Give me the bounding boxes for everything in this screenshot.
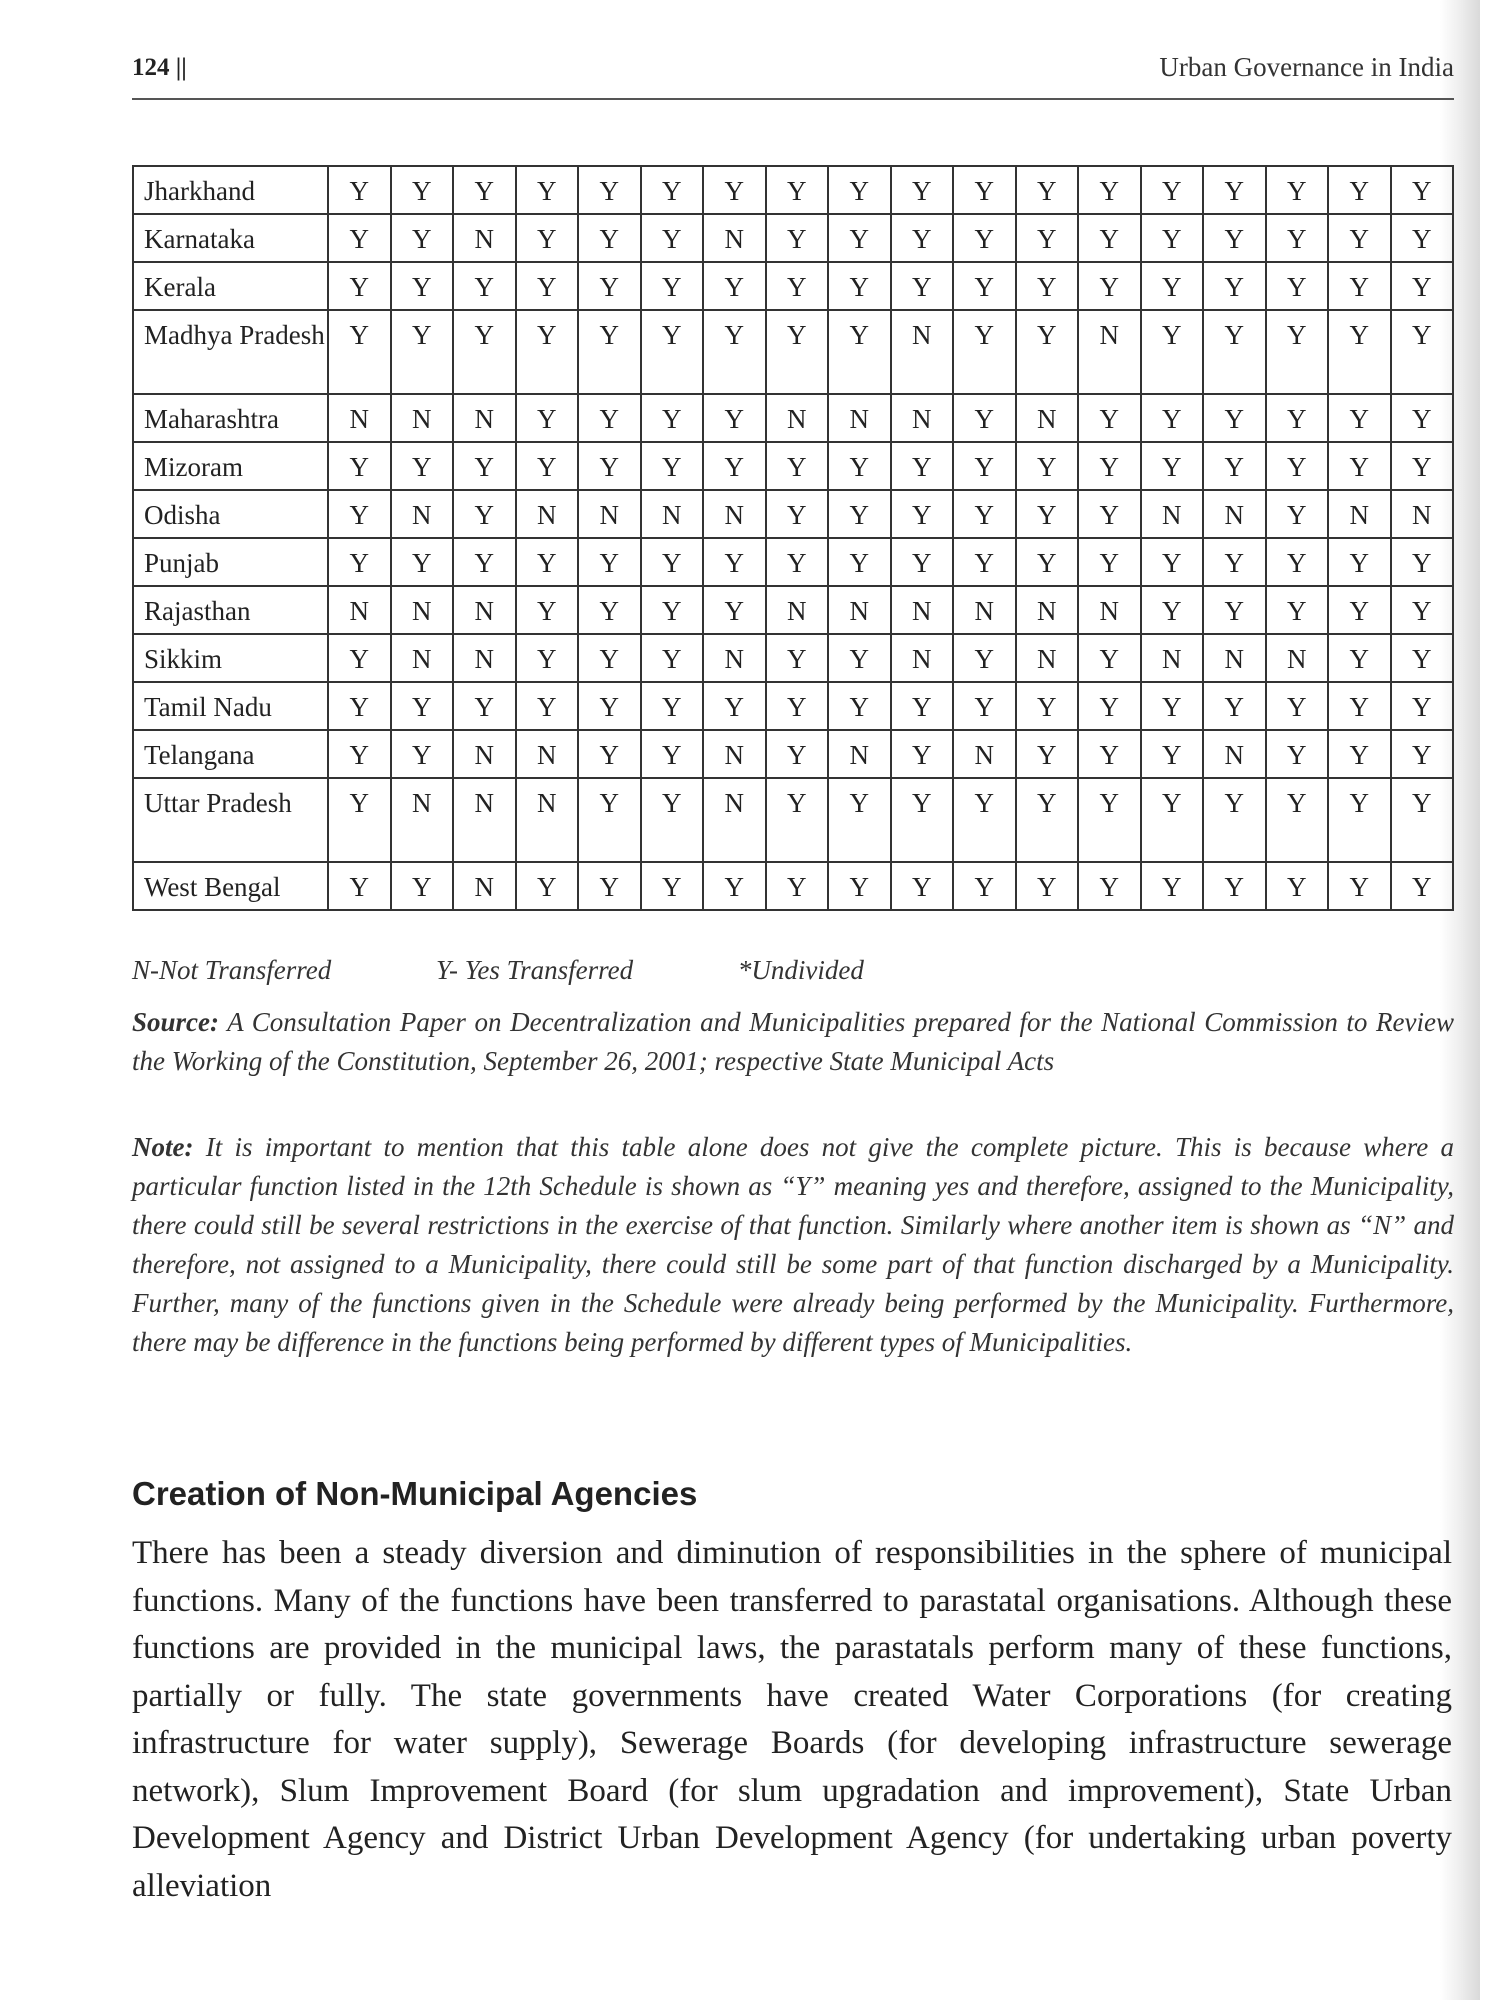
transfer-status-cell: Y bbox=[1016, 442, 1079, 490]
transfer-status-cell: Y bbox=[1203, 262, 1266, 310]
transfer-status-cell: Y bbox=[328, 682, 391, 730]
transfer-status-cell: Y bbox=[1391, 442, 1454, 490]
transfer-status-cell: N bbox=[1016, 586, 1079, 634]
transfer-status-cell: Y bbox=[1016, 862, 1079, 910]
transfer-status-cell: Y bbox=[578, 166, 641, 214]
legend-not-transferred: N-Not Transferred bbox=[132, 955, 332, 985]
transfer-status-cell: Y bbox=[1266, 214, 1329, 262]
transfer-status-cell: Y bbox=[516, 538, 579, 586]
transfer-status-cell: Y bbox=[953, 862, 1016, 910]
transfer-status-cell: Y bbox=[1016, 682, 1079, 730]
transfer-status-cell: Y bbox=[1391, 586, 1454, 634]
table-note bbox=[132, 1128, 1454, 1362]
transfer-status-cell: Y bbox=[516, 862, 579, 910]
transfer-status-cell: Y bbox=[1141, 778, 1204, 862]
transfer-status-cell: Y bbox=[766, 262, 829, 310]
transfer-status-cell: Y bbox=[641, 214, 704, 262]
section-heading: Creation of Non-Municipal Agencies bbox=[132, 1475, 698, 1512]
transfer-status-cell: Y bbox=[1078, 442, 1141, 490]
transfer-status-cell: N bbox=[891, 394, 954, 442]
table-row bbox=[133, 862, 1453, 910]
transfer-status-cell: Y bbox=[953, 634, 1016, 682]
transfer-status-cell: Y bbox=[516, 214, 579, 262]
transfer-status-cell: Y bbox=[578, 862, 641, 910]
transfer-status-cell: N bbox=[1141, 490, 1204, 538]
transfer-status-cell: Y bbox=[703, 310, 766, 394]
transfer-status-cell: Y bbox=[641, 262, 704, 310]
transfer-status-cell: Y bbox=[1016, 262, 1079, 310]
transfer-status-cell: Y bbox=[516, 394, 579, 442]
transfer-status-cell: Y bbox=[1203, 682, 1266, 730]
transfer-status-cell: Y bbox=[1391, 394, 1454, 442]
table-row bbox=[133, 538, 1453, 586]
transfer-status-cell: N bbox=[703, 490, 766, 538]
transfer-status-cell: Y bbox=[1391, 778, 1454, 862]
transfer-status-cell: Y bbox=[703, 682, 766, 730]
transfer-status-cell: N bbox=[828, 394, 891, 442]
state-name-cell: Telangana bbox=[133, 730, 328, 778]
transfer-status-cell: N bbox=[578, 490, 641, 538]
transfer-status-cell: Y bbox=[391, 262, 454, 310]
transfer-status-cell: Y bbox=[391, 682, 454, 730]
transfer-status-cell: N bbox=[1391, 490, 1454, 538]
transfer-status-cell: Y bbox=[891, 682, 954, 730]
transfer-status-cell: Y bbox=[953, 166, 1016, 214]
transfer-status-cell: Y bbox=[578, 538, 641, 586]
transfer-status-cell: Y bbox=[641, 682, 704, 730]
transfer-status-cell: Y bbox=[1328, 166, 1391, 214]
page-number: 124 || bbox=[132, 54, 187, 81]
transfer-status-cell: Y bbox=[1391, 730, 1454, 778]
transfer-status-cell: Y bbox=[1016, 538, 1079, 586]
table-row bbox=[133, 214, 1453, 262]
transfer-status-cell: Y bbox=[1078, 862, 1141, 910]
transfer-status-cell: Y bbox=[1203, 586, 1266, 634]
table-row bbox=[133, 442, 1453, 490]
transfer-status-cell: Y bbox=[578, 682, 641, 730]
state-name-cell: Punjab bbox=[133, 538, 328, 586]
transfer-status-cell: Y bbox=[1266, 394, 1329, 442]
transfer-status-cell: Y bbox=[1141, 166, 1204, 214]
transfer-status-cell: Y bbox=[766, 634, 829, 682]
transfer-status-cell: Y bbox=[766, 682, 829, 730]
transfer-status-cell: Y bbox=[328, 490, 391, 538]
transfer-status-cell: Y bbox=[391, 310, 454, 394]
state-name-cell: Karnataka bbox=[133, 214, 328, 262]
transfer-status-cell: Y bbox=[953, 778, 1016, 862]
transfer-status-cell: N bbox=[516, 490, 579, 538]
transfer-status-cell: Y bbox=[953, 214, 1016, 262]
transfer-status-cell: Y bbox=[391, 730, 454, 778]
transfer-status-cell: Y bbox=[891, 778, 954, 862]
transfer-status-cell: Y bbox=[891, 538, 954, 586]
transfer-status-cell: Y bbox=[578, 586, 641, 634]
transfer-status-cell: Y bbox=[1266, 166, 1329, 214]
transfer-status-cell: Y bbox=[328, 310, 391, 394]
transfer-status-cell: Y bbox=[1328, 262, 1391, 310]
transfer-status-cell: Y bbox=[391, 166, 454, 214]
transfer-status-cell: Y bbox=[953, 490, 1016, 538]
transfer-status-cell: Y bbox=[1328, 634, 1391, 682]
source-label: Source: bbox=[132, 1007, 219, 1037]
transfer-status-cell: Y bbox=[953, 310, 1016, 394]
transfer-status-cell: Y bbox=[891, 862, 954, 910]
transfer-status-cell: Y bbox=[1078, 682, 1141, 730]
transfer-status-cell: Y bbox=[391, 442, 454, 490]
transfer-status-cell: Y bbox=[391, 862, 454, 910]
transfer-status-cell: Y bbox=[1141, 394, 1204, 442]
transfer-status-cell: Y bbox=[1328, 730, 1391, 778]
transfer-status-cell: Y bbox=[516, 262, 579, 310]
transfer-status-cell: N bbox=[1203, 490, 1266, 538]
table-row bbox=[133, 394, 1453, 442]
transfer-status-cell: Y bbox=[641, 586, 704, 634]
page-header bbox=[132, 48, 1454, 100]
transfer-status-cell: Y bbox=[1328, 214, 1391, 262]
transfer-status-cell: Y bbox=[953, 538, 1016, 586]
transfer-status-cell: Y bbox=[766, 214, 829, 262]
transfer-status-cell: N bbox=[453, 730, 516, 778]
transfer-status-cell: Y bbox=[453, 166, 516, 214]
transfer-status-cell: Y bbox=[578, 442, 641, 490]
transfer-status-cell: Y bbox=[1391, 214, 1454, 262]
transfer-status-cell: Y bbox=[1391, 862, 1454, 910]
transfer-status-cell: N bbox=[891, 586, 954, 634]
transfer-status-cell: Y bbox=[1203, 166, 1266, 214]
transfer-status-cell: N bbox=[828, 586, 891, 634]
transfer-status-cell: Y bbox=[766, 778, 829, 862]
transfer-status-cell: Y bbox=[328, 262, 391, 310]
transfer-status-cell: N bbox=[453, 634, 516, 682]
transfer-status-cell: Y bbox=[1391, 262, 1454, 310]
transfer-status-cell: Y bbox=[1078, 166, 1141, 214]
transfer-status-cell: N bbox=[703, 634, 766, 682]
transfer-status-cell: Y bbox=[1141, 214, 1204, 262]
transfer-status-cell: Y bbox=[578, 730, 641, 778]
transfer-status-cell: N bbox=[703, 730, 766, 778]
transfer-status-cell: N bbox=[703, 778, 766, 862]
transfer-status-cell: Y bbox=[453, 262, 516, 310]
transfer-status-cell: Y bbox=[891, 166, 954, 214]
transfer-status-cell: Y bbox=[578, 214, 641, 262]
transfer-status-cell: Y bbox=[1203, 214, 1266, 262]
section-body-paragraph: There has been a steady diversion and diminution of responsibilities in the sphere of municipal functions. Many of the functions have been transferred to parastatal organisations. Although these functions are provided in the municipal laws, the parastatals perform many of these functions, partially or fully. The state governments have created Water Corporations (for creating infrastructure for water supply), Sewerage Boards (for developing infrastructure sewerage network), Slum Improvement Board (for slum upgradation and improvement), State Urban Development Agency and District Urban Development Agency (for undertaking urban poverty alleviation bbox=[132, 1535, 1452, 1904]
transfer-status-cell: Y bbox=[1141, 730, 1204, 778]
transfer-status-cell: N bbox=[391, 394, 454, 442]
transfer-status-cell: N bbox=[1266, 634, 1329, 682]
transfer-status-cell: Y bbox=[1141, 682, 1204, 730]
transfer-status-cell: Y bbox=[641, 394, 704, 442]
running-title: Urban Governance in India bbox=[1159, 52, 1454, 82]
transfer-status-cell: Y bbox=[516, 586, 579, 634]
transfer-status-cell: Y bbox=[1078, 634, 1141, 682]
transfer-status-cell: N bbox=[766, 586, 829, 634]
transfer-status-cell: Y bbox=[1391, 538, 1454, 586]
transfer-status-cell: Y bbox=[828, 442, 891, 490]
table-row bbox=[133, 262, 1453, 310]
transfer-status-cell: Y bbox=[578, 262, 641, 310]
transfer-status-cell: Y bbox=[828, 310, 891, 394]
transfer-status-cell: Y bbox=[328, 862, 391, 910]
transfer-status-cell: Y bbox=[953, 442, 1016, 490]
transfer-status-cell: N bbox=[891, 634, 954, 682]
transfer-status-cell: Y bbox=[641, 538, 704, 586]
transfer-status-cell: N bbox=[453, 214, 516, 262]
transfer-status-cell: Y bbox=[1266, 862, 1329, 910]
transfer-status-cell: N bbox=[703, 214, 766, 262]
transfer-status-cell: Y bbox=[641, 862, 704, 910]
state-name-cell: Odisha bbox=[133, 490, 328, 538]
state-name-cell: Rajasthan bbox=[133, 586, 328, 634]
transfer-status-cell: Y bbox=[516, 310, 579, 394]
transfer-status-cell: Y bbox=[1078, 778, 1141, 862]
transfer-status-cell: Y bbox=[1266, 310, 1329, 394]
transfer-status-cell: Y bbox=[1266, 490, 1329, 538]
transfer-status-cell: Y bbox=[1016, 730, 1079, 778]
transfer-status-cell: Y bbox=[1203, 862, 1266, 910]
transfer-status-cell: Y bbox=[1016, 310, 1079, 394]
transfer-status-cell: Y bbox=[703, 538, 766, 586]
transfer-status-cell: N bbox=[453, 586, 516, 634]
transfer-status-cell: Y bbox=[641, 310, 704, 394]
transfer-status-cell: Y bbox=[516, 166, 579, 214]
transfer-status-cell: Y bbox=[1141, 310, 1204, 394]
transfer-status-cell: N bbox=[328, 394, 391, 442]
transfer-status-cell: Y bbox=[391, 538, 454, 586]
transfer-status-cell: Y bbox=[703, 166, 766, 214]
transfer-status-cell: Y bbox=[453, 442, 516, 490]
transfer-status-cell: N bbox=[1078, 310, 1141, 394]
source-note bbox=[132, 1003, 1454, 1081]
transfer-status-cell: Y bbox=[1078, 214, 1141, 262]
transfer-status-cell: Y bbox=[1391, 166, 1454, 214]
transfer-status-cell: Y bbox=[516, 442, 579, 490]
table-body bbox=[133, 166, 1453, 910]
transfer-status-cell: N bbox=[891, 310, 954, 394]
transfer-status-cell: Y bbox=[828, 262, 891, 310]
transfer-status-cell: N bbox=[453, 862, 516, 910]
transfer-status-cell: Y bbox=[828, 778, 891, 862]
transfer-status-cell: Y bbox=[328, 730, 391, 778]
transfer-status-cell: Y bbox=[828, 538, 891, 586]
transfer-status-cell: Y bbox=[1078, 730, 1141, 778]
transfer-status-cell: Y bbox=[641, 730, 704, 778]
transfer-status-cell: Y bbox=[1203, 394, 1266, 442]
transfer-status-cell: Y bbox=[1266, 586, 1329, 634]
transfer-status-cell: N bbox=[328, 586, 391, 634]
table-row bbox=[133, 586, 1453, 634]
state-name-cell: Tamil Nadu bbox=[133, 682, 328, 730]
transfer-status-cell: Y bbox=[1078, 394, 1141, 442]
transfer-status-cell: Y bbox=[1328, 862, 1391, 910]
transfer-status-cell: N bbox=[391, 778, 454, 862]
transfer-status-cell: N bbox=[1016, 634, 1079, 682]
transfer-status-cell: Y bbox=[953, 682, 1016, 730]
state-name-cell: Uttar Pradesh bbox=[133, 778, 328, 862]
transfer-status-cell: Y bbox=[1328, 538, 1391, 586]
transfer-status-cell: Y bbox=[1141, 262, 1204, 310]
legend-yes-transferred: Y- Yes Transferred bbox=[436, 955, 634, 985]
transfer-status-cell: Y bbox=[1203, 310, 1266, 394]
transfer-status-cell: Y bbox=[453, 310, 516, 394]
transfer-status-cell: N bbox=[953, 586, 1016, 634]
state-name-cell: West Bengal bbox=[133, 862, 328, 910]
transfer-status-cell: Y bbox=[328, 442, 391, 490]
table-row bbox=[133, 682, 1453, 730]
transfer-status-cell: Y bbox=[1328, 394, 1391, 442]
transfer-status-cell: Y bbox=[953, 262, 1016, 310]
transfer-status-cell: N bbox=[1078, 586, 1141, 634]
table-row bbox=[133, 310, 1453, 394]
transfer-status-cell: Y bbox=[1203, 538, 1266, 586]
transfer-status-cell: Y bbox=[1266, 262, 1329, 310]
transfer-status-cell: Y bbox=[766, 442, 829, 490]
transfer-status-cell: Y bbox=[641, 166, 704, 214]
transfer-status-cell: Y bbox=[953, 394, 1016, 442]
transfer-status-cell: Y bbox=[1391, 634, 1454, 682]
transfer-status-cell: Y bbox=[328, 778, 391, 862]
transfer-status-cell: Y bbox=[1328, 682, 1391, 730]
transfer-status-cell: Y bbox=[641, 634, 704, 682]
transfer-status-cell: Y bbox=[703, 394, 766, 442]
transfer-status-cell: Y bbox=[1016, 214, 1079, 262]
transfer-status-cell: Y bbox=[1266, 730, 1329, 778]
transfer-status-cell: Y bbox=[1078, 490, 1141, 538]
transfer-status-cell: N bbox=[641, 490, 704, 538]
transfer-status-cell: Y bbox=[766, 310, 829, 394]
transfer-status-cell: Y bbox=[766, 730, 829, 778]
transfer-status-cell: Y bbox=[1141, 586, 1204, 634]
transfer-status-cell: Y bbox=[703, 262, 766, 310]
transfer-status-cell: Y bbox=[891, 490, 954, 538]
transfer-status-cell: N bbox=[453, 394, 516, 442]
transfer-status-cell: N bbox=[1328, 490, 1391, 538]
transfer-status-cell: Y bbox=[1266, 442, 1329, 490]
transfer-status-cell: Y bbox=[828, 214, 891, 262]
transfer-status-cell: Y bbox=[1078, 538, 1141, 586]
transfer-status-cell: Y bbox=[828, 490, 891, 538]
transfer-status-cell: Y bbox=[1391, 682, 1454, 730]
transfer-status-cell: Y bbox=[453, 682, 516, 730]
transfer-status-cell: N bbox=[391, 586, 454, 634]
transfer-status-cell: Y bbox=[1141, 442, 1204, 490]
transfer-status-cell: Y bbox=[766, 490, 829, 538]
transfer-status-cell: Y bbox=[453, 490, 516, 538]
transfer-status-cell: Y bbox=[1266, 682, 1329, 730]
transfer-status-cell: Y bbox=[1016, 490, 1079, 538]
transfer-status-cell: Y bbox=[578, 778, 641, 862]
transfer-status-cell: Y bbox=[828, 166, 891, 214]
transfer-status-cell: Y bbox=[328, 214, 391, 262]
transfer-status-cell: Y bbox=[1141, 862, 1204, 910]
table-row bbox=[133, 778, 1453, 862]
table-row bbox=[133, 730, 1453, 778]
transfer-status-cell: Y bbox=[1328, 442, 1391, 490]
transfer-status-cell: Y bbox=[328, 538, 391, 586]
legend-undivided: *Undivided bbox=[737, 955, 864, 985]
transfer-status-cell: Y bbox=[328, 634, 391, 682]
table-row bbox=[133, 166, 1453, 214]
transfer-status-cell: Y bbox=[1266, 778, 1329, 862]
transfer-status-cell: Y bbox=[453, 538, 516, 586]
transfer-status-cell: Y bbox=[578, 634, 641, 682]
transfer-status-cell: N bbox=[453, 778, 516, 862]
transfer-status-cell: Y bbox=[391, 214, 454, 262]
table-legend bbox=[132, 955, 1454, 986]
transfer-status-cell: Y bbox=[891, 214, 954, 262]
transfer-status-cell: N bbox=[1203, 730, 1266, 778]
table-row bbox=[133, 634, 1453, 682]
state-name-cell: Maharashtra bbox=[133, 394, 328, 442]
transfer-status-cell: N bbox=[1203, 634, 1266, 682]
transfer-status-cell: Y bbox=[828, 862, 891, 910]
transfer-status-cell: Y bbox=[766, 538, 829, 586]
transfer-status-cell: Y bbox=[641, 778, 704, 862]
transfer-status-cell: Y bbox=[1328, 778, 1391, 862]
transfer-status-cell: Y bbox=[891, 730, 954, 778]
transfer-status-cell: Y bbox=[578, 394, 641, 442]
note-label: Note: bbox=[132, 1132, 194, 1162]
transfer-status-cell: N bbox=[1016, 394, 1079, 442]
transfer-status-cell: Y bbox=[828, 682, 891, 730]
transfer-status-cell: Y bbox=[1328, 586, 1391, 634]
transfer-status-cell: Y bbox=[828, 634, 891, 682]
table-row bbox=[133, 490, 1453, 538]
transfer-status-cell: N bbox=[953, 730, 1016, 778]
transfer-status-cell: Y bbox=[1016, 166, 1079, 214]
transfer-status-cell: N bbox=[391, 490, 454, 538]
transfer-status-cell: Y bbox=[703, 586, 766, 634]
transfer-status-cell: Y bbox=[703, 862, 766, 910]
source-text: A Consultation Paper on Decentralization and Municipalities prepared for the National Commission to Review the Working of the Constitution, September 26, 2001; respective State Municipal Acts bbox=[132, 1007, 1454, 1076]
transfer-status-cell: N bbox=[1141, 634, 1204, 682]
transfer-status-cell: Y bbox=[328, 166, 391, 214]
transfer-status-cell: Y bbox=[766, 862, 829, 910]
transfer-status-cell: Y bbox=[703, 442, 766, 490]
state-name-cell: Mizoram bbox=[133, 442, 328, 490]
transfer-status-cell: Y bbox=[766, 166, 829, 214]
transfer-status-cell: Y bbox=[1078, 262, 1141, 310]
transfer-status-cell: Y bbox=[1203, 442, 1266, 490]
transfer-status-cell: N bbox=[516, 730, 579, 778]
function-transfer-table bbox=[132, 165, 1454, 911]
transfer-status-cell: Y bbox=[516, 682, 579, 730]
transfer-status-cell: N bbox=[391, 634, 454, 682]
transfer-status-cell: Y bbox=[891, 442, 954, 490]
state-name-cell: Sikkim bbox=[133, 634, 328, 682]
transfer-status-cell: Y bbox=[1203, 778, 1266, 862]
state-name-cell: Kerala bbox=[133, 262, 328, 310]
transfer-status-cell: Y bbox=[641, 442, 704, 490]
transfer-status-cell: Y bbox=[516, 634, 579, 682]
transfer-status-cell: Y bbox=[1016, 778, 1079, 862]
state-name-cell: Madhya Pradesh bbox=[133, 310, 328, 394]
note-text: It is important to mention that this table alone does not give the complete picture. This is because where a particular function listed in the 12th Schedule is shown as “Y” meaning yes and therefore, assigned to the Municipality, there could still be several restrictions in the exercise of that function. Similarly where another item is shown as “N” and therefore, not assigned to a Municipality, there could still be some part of that function discharged by a Municipality. Further, many of the functions given in the Schedule were already being performed by the Municipality. Furthermore, there may be difference in the functions being performed by different types of Municipalities. bbox=[132, 1132, 1454, 1357]
transfer-status-cell: N bbox=[766, 394, 829, 442]
transfer-status-cell: Y bbox=[1141, 538, 1204, 586]
state-name-cell: Jharkhand bbox=[133, 166, 328, 214]
transfer-status-cell: Y bbox=[891, 262, 954, 310]
transfer-status-cell: Y bbox=[578, 310, 641, 394]
transfer-status-cell: N bbox=[828, 730, 891, 778]
transfer-status-cell: Y bbox=[1266, 538, 1329, 586]
transfer-status-cell: Y bbox=[1328, 310, 1391, 394]
transfer-status-cell: Y bbox=[1391, 310, 1454, 394]
transfer-status-cell: N bbox=[516, 778, 579, 862]
